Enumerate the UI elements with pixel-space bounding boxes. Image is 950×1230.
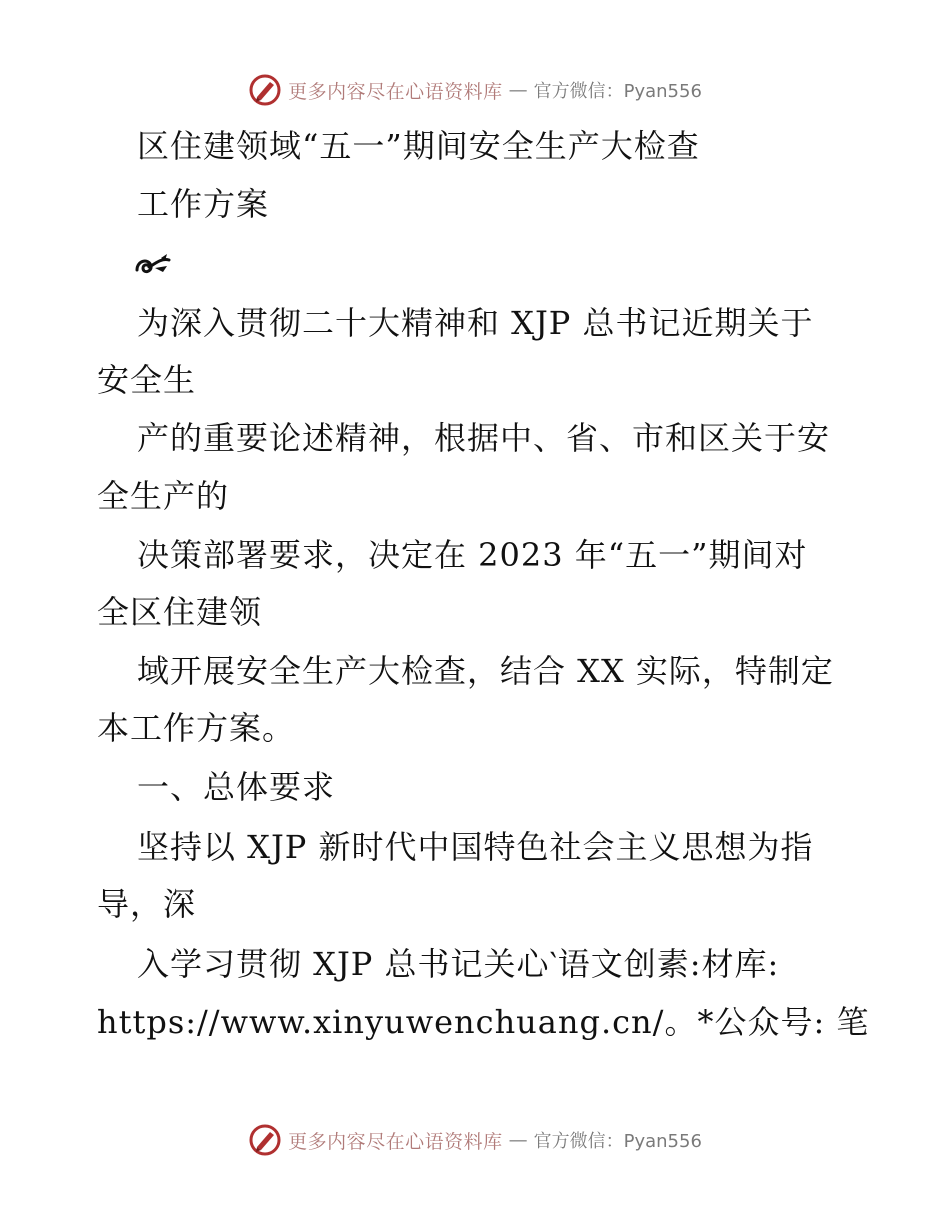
- body-line-8: 本工作方案。: [97, 709, 296, 747]
- body-line-11: 入学习贯彻 XJP 总书记关心‵语文创素:材库:: [137, 945, 780, 983]
- body-line-12: https://www.xinyuwenchuang.cn/。*公众号: 笔: [97, 1003, 870, 1041]
- footer-banner: [0, 1120, 950, 1160]
- body-line-5: 决策部署要求，决定在 2023 年“五一”期间对: [137, 536, 808, 574]
- body-line-2: 安全生: [97, 361, 197, 399]
- section-heading: 一、总体要求: [137, 768, 336, 806]
- body-line-9: 坚持以 XJP 新时代中国特色社会主义思想为指: [137, 828, 814, 866]
- body-line-4: 全生产的: [97, 477, 230, 515]
- banner-wechat: 官方微信：Pyan556: [533, 81, 702, 102]
- body-line-10: 导，深: [97, 885, 197, 923]
- banner-wechat: 官方微信：Pyan556: [533, 1131, 702, 1152]
- pen-logo-icon: [248, 1123, 282, 1157]
- document-title-line-2: 工作方案: [137, 185, 270, 223]
- banner-text: 更多内容尽在心语资料库: [288, 80, 503, 103]
- header-banner: [0, 70, 950, 110]
- document-title-line-1: 区住建领域“五一”期间安全生产大检查: [137, 127, 700, 165]
- body-line-7: 域开展安全生产大检查，结合 XX 实际，特制定: [137, 652, 834, 690]
- banner-dash: —: [508, 1129, 528, 1151]
- banner-dash: —: [508, 79, 528, 101]
- flourish-icon: [133, 248, 173, 282]
- body-line-6: 全区住建领: [97, 593, 263, 631]
- body-line-1: 为深入贯彻二十大精神和 XJP 总书记近期关于: [137, 304, 814, 342]
- body-line-3: 产的重要论述精神，根据中、省、市和区关于安: [137, 419, 831, 457]
- pen-logo-icon: [248, 73, 282, 107]
- banner-text: 更多内容尽在心语资料库: [288, 1130, 503, 1153]
